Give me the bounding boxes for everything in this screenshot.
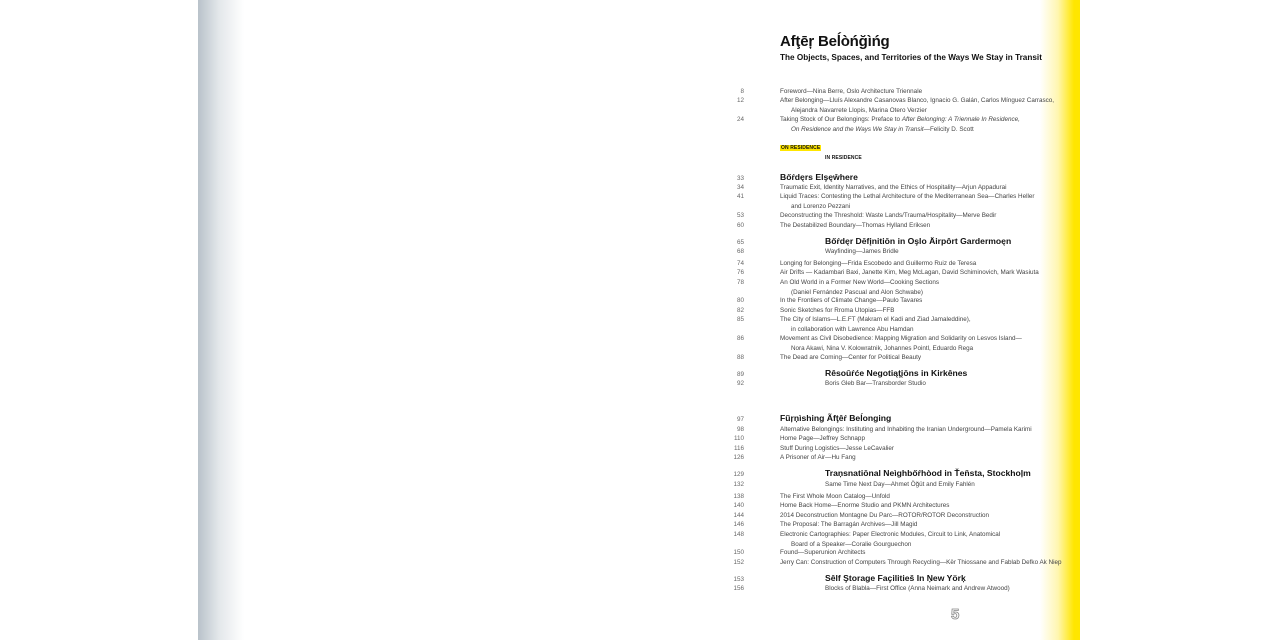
toc-title-continuation <box>791 344 973 354</box>
toc-title <box>825 480 975 490</box>
toc-title <box>780 501 949 511</box>
toc-page-number: 53 <box>736 212 744 219</box>
toc-title <box>780 173 858 183</box>
toc-page-number: 12 <box>736 97 744 104</box>
toc-text: Stuff During Logistics—Jesse LeCavalier <box>780 445 894 452</box>
toc-text: The Destabilized Boundary—Thomas Hylland Eriksen <box>780 222 931 229</box>
toc-text: The City of Islams—L.E.FT (Makram el Kadi and Ziad Jamaleddine), <box>780 316 971 323</box>
toc-title <box>825 469 1031 479</box>
toc-text: The First Whole Moon Catalog—Unfold <box>780 493 890 500</box>
toc-title <box>780 548 865 558</box>
toc-text: Movement as Civil Disobedience: Mapping Migration and Solidarity on Lesvos Island— <box>780 335 1022 342</box>
toc-title <box>780 192 1034 202</box>
toc-page-number: 144 <box>733 512 744 519</box>
toc-text: Blocks of Blabla—First Office (Anna Neimark and Andrew Atwood) <box>825 585 1010 592</box>
toc-text: 2014 Deconstruction Montagne Du Parc—ROTOR/ROTOR Deconstruction <box>780 512 990 519</box>
toc-title <box>780 315 971 325</box>
toc-page-number: 60 <box>736 222 744 229</box>
toc-text: Home Page—Jeffrey Schnapp <box>780 435 865 442</box>
toc-title <box>780 211 996 221</box>
toc-title-continuation <box>791 202 850 212</box>
toc-text: Liquid Traces: Contesting the Lethal Architecture of the Mediterranean Sea—Charles Heller <box>780 193 1035 200</box>
toc-title <box>780 353 921 363</box>
toc-page-number: 138 <box>733 493 744 500</box>
toc-text: Nora Akawi, Nina V. Kolowratnik, Johannes Pointl, Eduardo Rega <box>791 344 974 352</box>
toc-italic-text: After Belonging: A Triennale In Residence, <box>901 116 1020 123</box>
toc-text: and Lorenzo Pezzani <box>791 202 851 210</box>
toc-page-number: 110 <box>733 435 744 442</box>
toc-text: Wayfinding—James Bridle <box>825 248 899 255</box>
toc-page-number: 65 <box>736 239 744 246</box>
toc-text: Found—Superunion Architects <box>780 549 866 556</box>
toc-page-number: 88 <box>736 354 744 361</box>
toc-text: Sonic Sketches for Rroma Utopias—FFB <box>780 307 895 314</box>
toc-title <box>780 453 856 463</box>
toc-page-number: 33 <box>736 175 744 182</box>
toc-page-number: 82 <box>736 307 744 314</box>
toc-page-number: 24 <box>736 116 744 123</box>
toc-text: Traņsnatiōnal Neìghbőŕhòod in Ťeňsta, Stockhoļm <box>825 468 1031 478</box>
toc-text: An Old World in a Former New World—Cooking Sections <box>780 279 939 286</box>
toc-page-number: 152 <box>733 559 744 566</box>
toc-title <box>825 379 926 389</box>
toc-text: in collaboration with Lawrence Abu Hamdan <box>791 325 914 333</box>
toc-page-number: 98 <box>736 426 744 433</box>
toc-text: On Residence and the Ways We Stay in Transit <box>791 125 924 133</box>
toc-page-number: 148 <box>733 531 744 538</box>
toc-text: A Prisoner of Air—Hu Fang <box>780 454 856 461</box>
toc-text: Bőŕdęr Dēfįnitiōn in Oşlo Äirpôrt Gardermoęn <box>825 236 1012 246</box>
toc-text: Electronic Cartographies: Paper Electronic Modules, Circuit to Link, Anatomical <box>780 531 1001 538</box>
toc-text: Board of a Speaker—Coralie Gourguechon <box>791 540 912 548</box>
toc-text: Bőŕdęrs Elşęŵhere <box>780 172 858 182</box>
toc-title <box>780 278 939 288</box>
toc-title <box>780 296 922 306</box>
page-number: 5 <box>951 606 960 623</box>
book-title: Afţēŗ Beĺòńğìńg <box>780 33 890 50</box>
toc-page-number: 34 <box>736 184 744 191</box>
toc-title <box>780 414 891 424</box>
toc-text: Sêlf Ştorage Façilitieš In Ņew Yörķ <box>825 573 966 583</box>
toc-title-continuation <box>791 125 974 135</box>
toc-page-number: 156 <box>733 585 744 592</box>
toc-text: Same Time Next Day—Ahmet Öğüt and Emily Fahlén <box>825 481 975 488</box>
toc-title <box>780 434 865 444</box>
toc-title <box>780 520 917 530</box>
toc-text: Air Drifts — Kadambari Baxi, Janette Kim, Meg McLagan, David Schiminovich, Mark Wasiuta <box>780 269 1039 276</box>
toc-text: The Dead are Coming—Center for Political Beauty <box>780 354 922 361</box>
toc-title <box>780 530 1000 540</box>
toc-title <box>780 96 1054 106</box>
toc-page-number: 92 <box>736 380 744 387</box>
toc-title-continuation <box>791 325 914 335</box>
toc-text: Longing for Belonging—Frida Escobedo and Guillermo Ruiz de Teresa <box>780 260 977 267</box>
toc-title <box>825 584 1010 594</box>
toc-title <box>780 558 1062 568</box>
section-label-in-residence: IN RESIDENCE <box>825 155 862 161</box>
page-gutter-shadow <box>198 0 244 640</box>
toc-page-number: 132 <box>733 481 744 488</box>
toc-text: Taking Stock of Our Belongings: Preface to <box>780 116 902 123</box>
toc-text: (Daniel Fernández Pascual and Alon Schwabe) <box>791 288 923 296</box>
book-subtitle: The Objects, Spaces, and Territories of the Ways We Stay in Transit <box>780 53 1042 62</box>
toc-title <box>780 268 1039 278</box>
toc-title-continuation <box>791 106 927 116</box>
toc-title <box>825 369 967 379</box>
toc-page-number: 89 <box>736 371 744 378</box>
toc-text: The Proposal: The Barragán Archives—Jill Magid <box>780 521 918 528</box>
toc-title <box>825 237 1011 247</box>
toc-page-number: 74 <box>736 260 744 267</box>
toc-page-number: 126 <box>733 454 744 461</box>
section-label-on-residence <box>780 145 821 151</box>
toc-page-number: 78 <box>736 279 744 286</box>
toc-page-number: 68 <box>736 248 744 255</box>
toc-text: Boris Gleb Bar—Transborder Studio <box>825 380 926 387</box>
toc-text: Traumatic Exit, Identity Narratives, and the Ethics of Hospitality—Arjun Appadurai <box>780 184 1007 191</box>
toc-page-number: 129 <box>733 471 744 478</box>
toc-text: After Belonging—Lluís Alexandre Casanovas Blanco, Ignacio G. Galán, Carlos Mínguez Carrasco, <box>780 97 1055 104</box>
toc-page-number: 116 <box>733 445 744 452</box>
highlighted-label: ON RESIDENCE <box>781 145 821 151</box>
toc-title <box>780 221 930 231</box>
toc-text: Jerry Can: Construction of Computers Through Recycling—Kër Thiossane and Fablab Defko Ak Niep <box>780 559 1062 566</box>
toc-text: Alternative Belongings: Instituting and Inhabiting the Iranian Underground—Pamela Karimi <box>780 426 1032 433</box>
toc-title <box>780 334 1022 344</box>
toc-title <box>780 115 1020 125</box>
toc-page-number: 85 <box>736 316 744 323</box>
toc-author: —Felicity D. Scott <box>923 125 974 133</box>
toc-page-number: 86 <box>736 335 744 342</box>
toc-text: Deconstructing the Threshold: Waste Lands/Trauma/Hospitality—Merve Bedir <box>780 212 997 219</box>
toc-page-number: 97 <box>736 416 744 423</box>
toc-page-number: 80 <box>736 297 744 304</box>
toc-title <box>825 574 966 584</box>
toc-text: Fũŗņìshing Ãfţêŕ Beĺonging <box>780 413 892 423</box>
toc-page-number: 153 <box>733 576 744 583</box>
toc-page-number: 140 <box>733 502 744 509</box>
toc-page-number: 8 <box>740 88 744 95</box>
toc-title <box>825 247 899 257</box>
toc-page-number: 41 <box>736 193 744 200</box>
toc-text: Foreword—Nina Berre, Oslo Architecture Triennale <box>780 88 923 95</box>
toc-text: In the Frontiers of Climate Change—Paulo Tavares <box>780 297 923 304</box>
toc-page-number: 146 <box>733 521 744 528</box>
toc-text: Rêsoūŕće Negotiąţįōns in Kirkênes <box>825 368 968 378</box>
toc-text: Alejandra Navarrete Llopis, Marina Otero Verzier <box>791 106 927 114</box>
toc-text: Home Back Home—Enorme Studio and PKMN Architectures <box>780 502 950 509</box>
toc-page-number: 76 <box>736 269 744 276</box>
toc-page-number: 150 <box>733 549 744 556</box>
